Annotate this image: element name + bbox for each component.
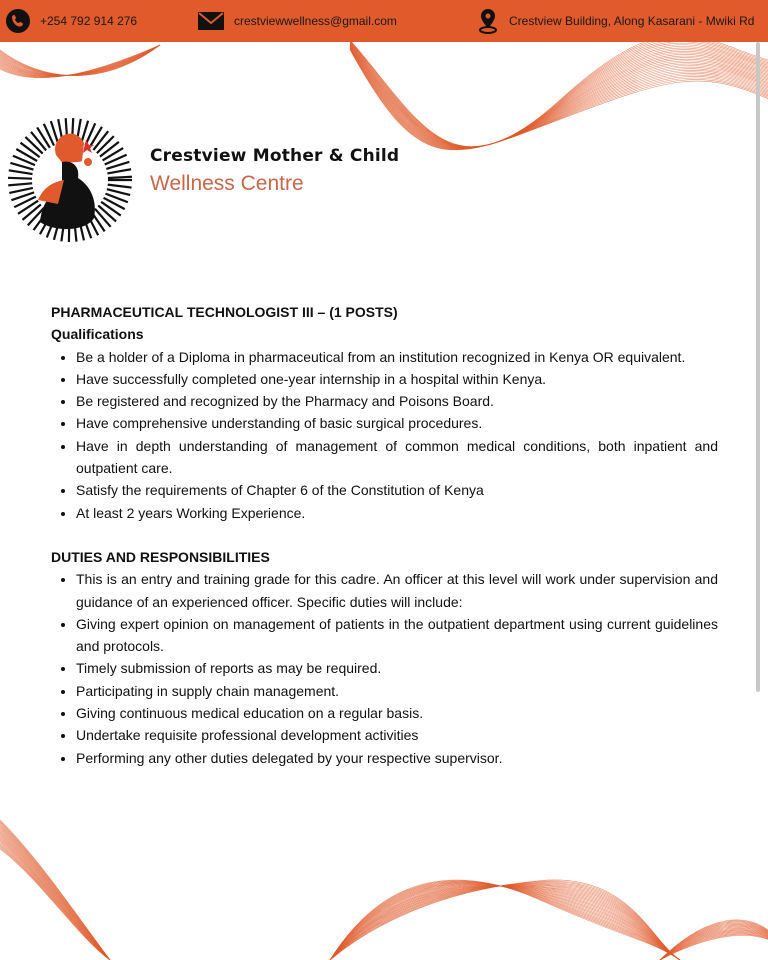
list-item: • Timely submission of reports as may be required.: [76, 657, 718, 679]
list-item: • Giving expert opinion on management of patients in the outpatient department using current guidelines and protocols.: [76, 613, 718, 658]
job-title: PHARMACEUTICAL TECHNOLOGIST III – (1 POSTS): [51, 304, 398, 320]
list-item: • Have in depth understanding of management of common medical conditions, both inpatient and outpatient care.: [76, 435, 718, 480]
duties-list: [51, 568, 718, 769]
qualifications-list: [51, 346, 718, 524]
contact-bar: [0, 0, 768, 42]
list-item: • Satisfy the requirements of Chapter 6 of the Constitution of Kenya: [76, 479, 718, 501]
job-posting: [51, 301, 718, 769]
wave-line: [350, 49, 768, 149]
contact-email: crestviewwellness@gmail.com: [198, 0, 397, 42]
list-item: • Giving continuous medical education on a regular basis.: [76, 702, 718, 724]
brand-name-line1: Crestview Mother & Child: [150, 146, 400, 166]
list-item: • Performing any other duties delegated by your respective supervisor.: [76, 747, 718, 769]
brand-name: [150, 146, 399, 196]
qualifications-heading: Qualifications: [51, 326, 144, 343]
phone-icon: [6, 9, 30, 33]
list-item: • Be a holder of a Diploma in pharmaceutical from an institution recognized in Kenya OR equivalent.: [76, 346, 718, 368]
duties-heading: DUTIES AND RESPONSIBILITIES: [51, 548, 270, 565]
wave-line: [350, 50, 768, 150]
logo: [6, 100, 138, 255]
contact-address: Crestview Building, Along Kasarani - Mwiki Rd: [477, 0, 754, 42]
list-item: • Have comprehensive understanding of basic surgical procedures.: [76, 412, 718, 434]
list-item: • At least 2 years Working Experience.: [76, 502, 718, 524]
list-item: • Be registered and recognized by the Pharmacy and Poisons Board.: [76, 390, 718, 412]
list-item: • Undertake requisite professional development activities: [76, 724, 718, 746]
scrollbar[interactable]: [756, 42, 760, 692]
list-item: • This is an entry and training grade for this cadre. An officer at this level will work under supervision and guidance of an experienced officer. Specific duties will include:: [76, 568, 718, 613]
brand-name-line2: Wellness Centre: [150, 172, 304, 195]
wave-line: [330, 883, 680, 960]
wave-line: [660, 921, 768, 960]
location-pin-icon: [477, 8, 499, 34]
contact-phone: +254 792 914 276: [6, 0, 137, 42]
list-item: • Have successfully completed one-year internship in a hospital within Kenya.: [76, 368, 718, 390]
list-item: • Participating in supply chain management.: [76, 680, 718, 702]
envelope-icon: [198, 12, 224, 30]
